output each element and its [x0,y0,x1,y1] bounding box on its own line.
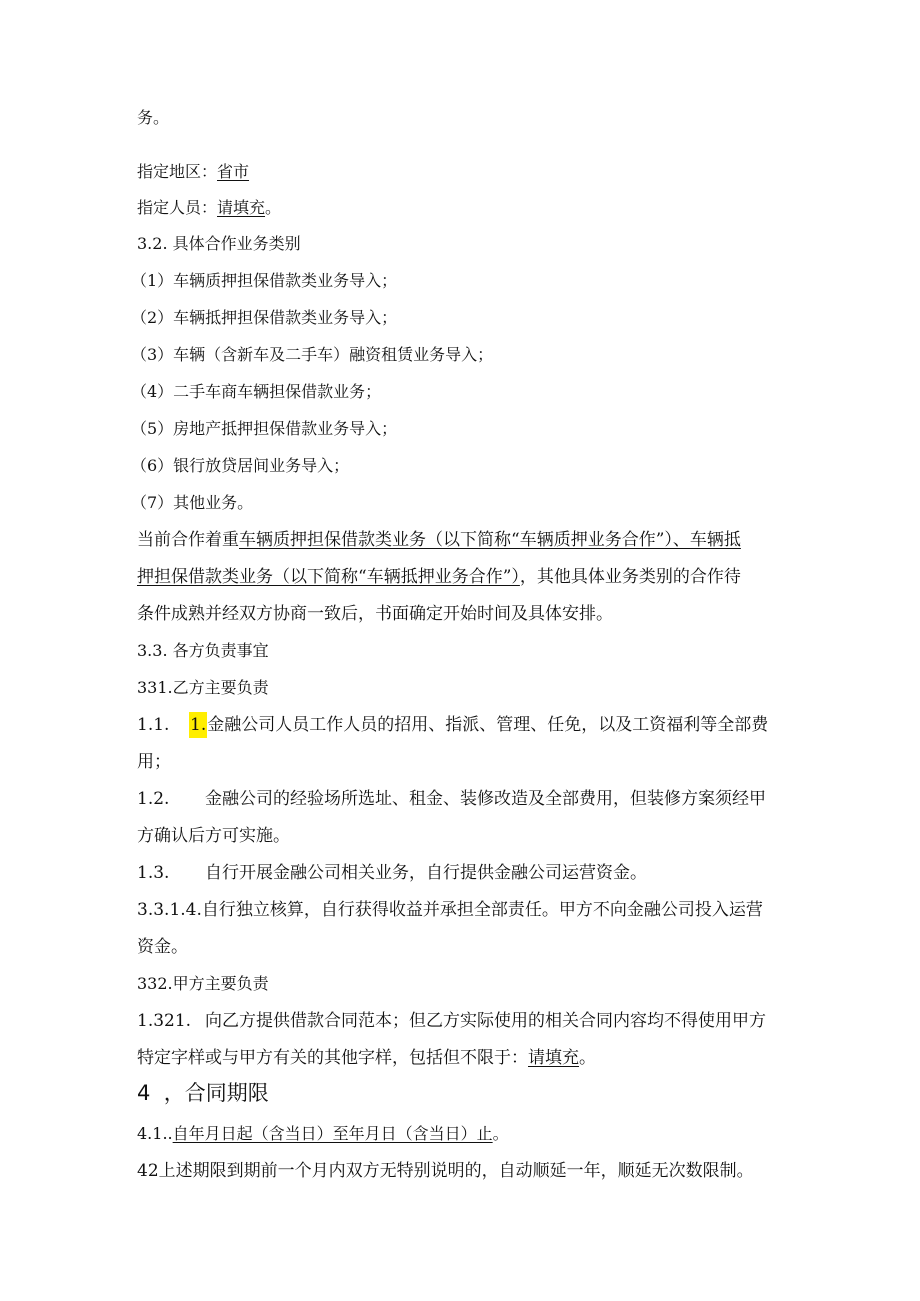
clause-line: 用； [137,752,171,772]
highlighted-number: 1. [189,712,207,738]
list-item: （5）房地产抵押担保借款业务导入； [131,419,398,438]
clause-line: 1.321. 向乙方提供借款合同范本；但乙方实际使用的相关合同内容均不得使用甲方 [137,1011,766,1031]
list-item: （4）二手车商车辆担保借款业务； [131,382,382,401]
clause-line: 方确认后方可实施。 [137,826,290,846]
designated-personnel-line: 指定人员：请填充。 [137,198,282,217]
subsection-heading: 332.甲方主要负责 [137,974,269,993]
subsection-heading: 331.乙方主要负责 [137,678,269,697]
list-item: （1）车辆质押担保借款类业务导入； [131,271,398,290]
section-heading-3-2: 3.2. 具体合作业务类别 [137,234,301,253]
paragraph-line: 当前合作着重车辆质押担保借款类业务（以下简称“车辆质押业务合作”）、车辆抵 [137,530,741,550]
clause-line: 资金。 [137,937,188,957]
list-item: （6）银行放贷居间业务导入； [131,456,350,475]
list-item: （3）车辆（含新车及二手车）融资租赁业务导入； [131,345,494,364]
clause-line: 42上述期限到期前一个月内双方无特别说明的，自动顺延一年，顺延无次数限制。 [137,1161,754,1181]
list-item: （2）车辆抵押担保借款类业务导入； [131,308,398,327]
designated-personnel-value: 请填充 [217,198,266,217]
paragraph-line: 条件成熟并经双方协商一致后，书面确定开始时间及具体安排。 [137,604,613,624]
designated-personnel-label: 指定人员： [137,198,218,217]
section-heading-3-3: 3.3. 各方负责事宜 [137,641,269,660]
clause-line: 特定字样或与甲方有关的其他字样，包括但不限于：请填充。 [137,1048,596,1068]
clause-line: 4.1..自年月日起（含当日）至年月日（含当日）止。 [137,1124,509,1143]
text-line: 务。 [137,108,170,127]
designated-region-value: 省市 [217,162,250,181]
clause-line: 1.2. 金融公司的经验场所选址、租金、装修改造及全部费用，但装修方案须经甲 [137,789,766,809]
clause-line: 3.3.1.4.自行独立核算，自行获得收益并承担全部责任。甲方不向金融公司投入运营 [137,900,763,920]
designated-region-label: 指定地区： [137,162,218,181]
clause-line: 1.1. 1.金融公司人员工作人员的招用、指派、管理、任免，以及工资福利等全部费 [137,715,768,735]
paragraph-line: 押担保借款类业务（以下简称“车辆抵押业务合作”），其他具体业务类别的合作待 [137,567,741,587]
designated-region-line [137,162,249,182]
clause-line: 1.3. 自行开展金融公司相关业务，自行提供金融公司运营资金。 [137,863,647,883]
list-item: （7）其他业务。 [131,493,254,512]
section-heading-4: 4 ，合同期限 [137,1081,269,1105]
